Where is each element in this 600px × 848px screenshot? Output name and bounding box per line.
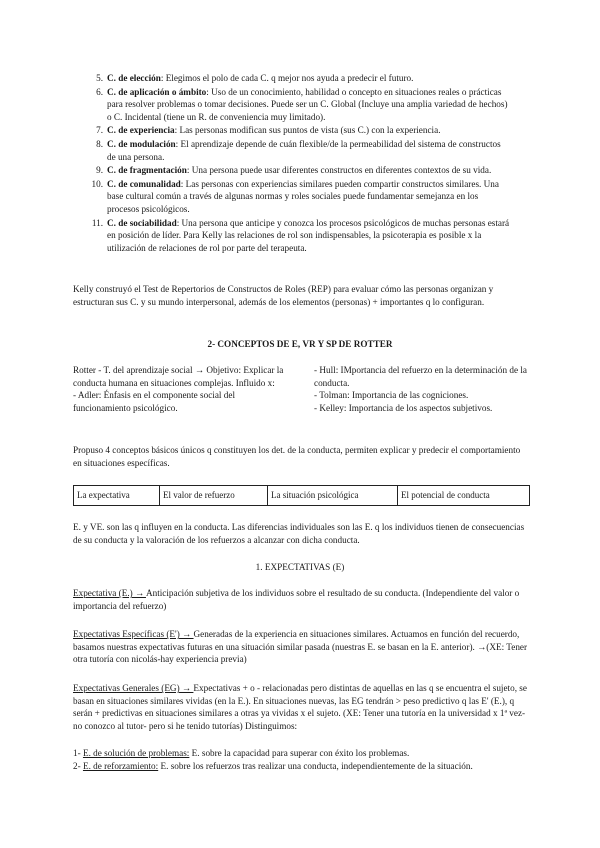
constructs-list <box>91 72 511 255</box>
expectativas-subheading: 1. EXPECTATIVAS (E) <box>255 562 345 572</box>
list-term: C. de elección <box>107 73 161 83</box>
list-number: 8. <box>96 138 103 149</box>
definition-text: Expectativas + o - relacionadas pero distintas de aquellas en las q se encuentra el sujeto, se basan en situaciones similares vividas (en la E.). En situaciones nuevas, las EG tendrán > peso predictivo q las E' (E.), q serán + predictivas en situaciones similares a otras ya vividas x el sujeto. (XE: Tener una tutoría en la universidad x 1ª vez- no conozco al tutor- pero si he tenido tutorías) Distinguimos: <box>73 683 527 731</box>
list-number: 7. <box>96 125 103 136</box>
list-term: C. de sociabilidad <box>107 217 177 228</box>
definition-text: Anticipación subjetiva de los individuos sobre el resultado de su conducta. (Independiente del valor o importancia del refuerzo) <box>73 588 520 611</box>
distinguimos-list <box>73 747 529 772</box>
list-item <box>73 747 529 760</box>
expectativas-generales <box>73 682 529 732</box>
section-heading: 2- CONCEPTOS DE E, VR Y SP DE ROTTER <box>207 339 393 349</box>
rotter-influence-adler: - Adler: Énfasis en el componente social del funcionamiento psicológico. <box>73 390 236 413</box>
list-number: 5. <box>96 73 103 83</box>
list-term: C. de comunalidad <box>107 178 181 189</box>
rotter-right-column <box>314 364 529 414</box>
list-item <box>91 217 511 255</box>
list-number: 11. <box>91 217 103 228</box>
rotter-influence-hull: - Hull: IMportancia del refuerzo en la determinación de la conducta. <box>314 365 528 388</box>
item-label: E. de solución de problemas: <box>82 748 190 758</box>
item-prefix: 1- <box>73 748 83 758</box>
list-item <box>91 124 511 137</box>
list-item <box>91 164 511 177</box>
expectativas-especificas <box>73 628 529 666</box>
definition-text: Generadas de la experiencia en situaciones similares. Actuamos en función del recuerdo, basamos nuestras expectativas futuras en una situación similar pasada (nuestras E. se basan en la E. anterior). →(XE: Tener otra tutoría con nicolás-hay experiencia previa) <box>73 629 528 665</box>
list-term: C. de modulación <box>107 138 176 149</box>
list-text: : Las personas modifican sus puntos de vista (sus C.) con la experiencia. <box>174 125 441 136</box>
list-item <box>73 760 529 773</box>
table-cell: El potencial de conducta <box>398 486 530 506</box>
list-number: 9. <box>96 165 103 176</box>
list-text: : Una persona puede usar diferentes constructos en diferentes contextos de su vida. <box>186 165 492 176</box>
list-item <box>91 72 511 85</box>
list-text: : Elegimos el polo de cada C. q mejor nos ayuda a predecir el futuro. <box>160 73 414 83</box>
rotter-influence-tolman: - Tolman: Importancia de las cogniciones. <box>314 390 469 401</box>
definition-label: Expectativas Específicas (E') → <box>73 629 194 639</box>
list-text: : Las personas con experiencias similares pueden compartir constructos similares. Una base cultural común a través de algunas normas y roles sociales puede fundamentar semejanza en los procesos psicológicos. <box>107 178 499 214</box>
list-number: 10. <box>91 178 103 189</box>
e-ve-paragraph: E. y VE. son las q influyen en la conducta. Las diferencias individuales son las E. q los individuos tienen de consecuencias de su conducta y la valoración de los refuerzos a alcanzar con dicha conducta. <box>73 522 525 545</box>
list-item <box>91 138 511 163</box>
list-item <box>91 178 511 216</box>
list-text: : Uso de un conocimiento, habilidad o concepto en situaciones reales o prácticas para resolver problemas o tomar decisiones. Puede ser un C. Global (Incluye una amplia variedad de hechos) o C. Incidental (tiene un R. de conveniencia muy limitado). <box>107 86 508 122</box>
list-text: : Una persona que anticipe y conozca los procesos psicológicos de muchas personas estará en posición de líder. Para Kelly las relaciones de rol son indispensables, la psicoterapia es posible x la utilización de relaciones de rol por parte del terapeuta. <box>107 217 510 253</box>
propuso-paragraph: Propuso 4 conceptos básicos únicos q constituyen los det. de la conducta, permiten explicar y predecir el comportamiento en situaciones específicas. <box>73 445 521 468</box>
list-number: 6. <box>96 86 103 97</box>
definition-label: Expectativas Generales (EG) → <box>73 683 194 693</box>
item-prefix: 2- <box>73 760 83 771</box>
expectativa-definition <box>73 587 529 612</box>
list-term: C. de aplicación o ámbito <box>107 86 207 97</box>
item-text: E. sobre la capacidad para superar con éxito los problemas. <box>189 748 410 758</box>
list-item <box>91 86 511 124</box>
rotter-left-column <box>73 364 293 414</box>
list-term: C. de experiencia <box>107 125 175 136</box>
list-text: : El aprendizaje depende de cuán flexible/de la permeabilidad del sistema de constructos de una persona. <box>107 138 501 162</box>
table-cell: La situación psicológica <box>268 486 398 506</box>
rotter-influence-kelley: - Kelley: Importancia de los aspectos subjetivos. <box>314 402 493 413</box>
table-cell: La expectativa <box>74 486 160 506</box>
item-text: E. sobre los refuerzos tras realizar una conducta, independientemente de la situación. <box>158 760 473 771</box>
kelly-paragraph: Kelly construyó el Test de Repertorios de Constructos de Roles (REP) para evaluar cómo las personas organizan y estructuran sus C. y su mundo interpersonal, además de los elementos (personas) + importantes q lo configuran. <box>73 284 494 307</box>
table-row <box>74 486 530 506</box>
definition-label: Expectativa (E.) → <box>73 588 146 598</box>
list-term: C. de fragmentación <box>107 165 187 176</box>
concepts-table <box>73 485 530 506</box>
item-label: E. de reforzamiento: <box>82 760 159 771</box>
table-cell: El valor de refuerzo <box>160 486 268 506</box>
rotter-objective: Rotter - T. del aprendizaje social → Objetivo: Explicar la conducta humana en situaciones complejas. Influido x: <box>73 365 284 388</box>
